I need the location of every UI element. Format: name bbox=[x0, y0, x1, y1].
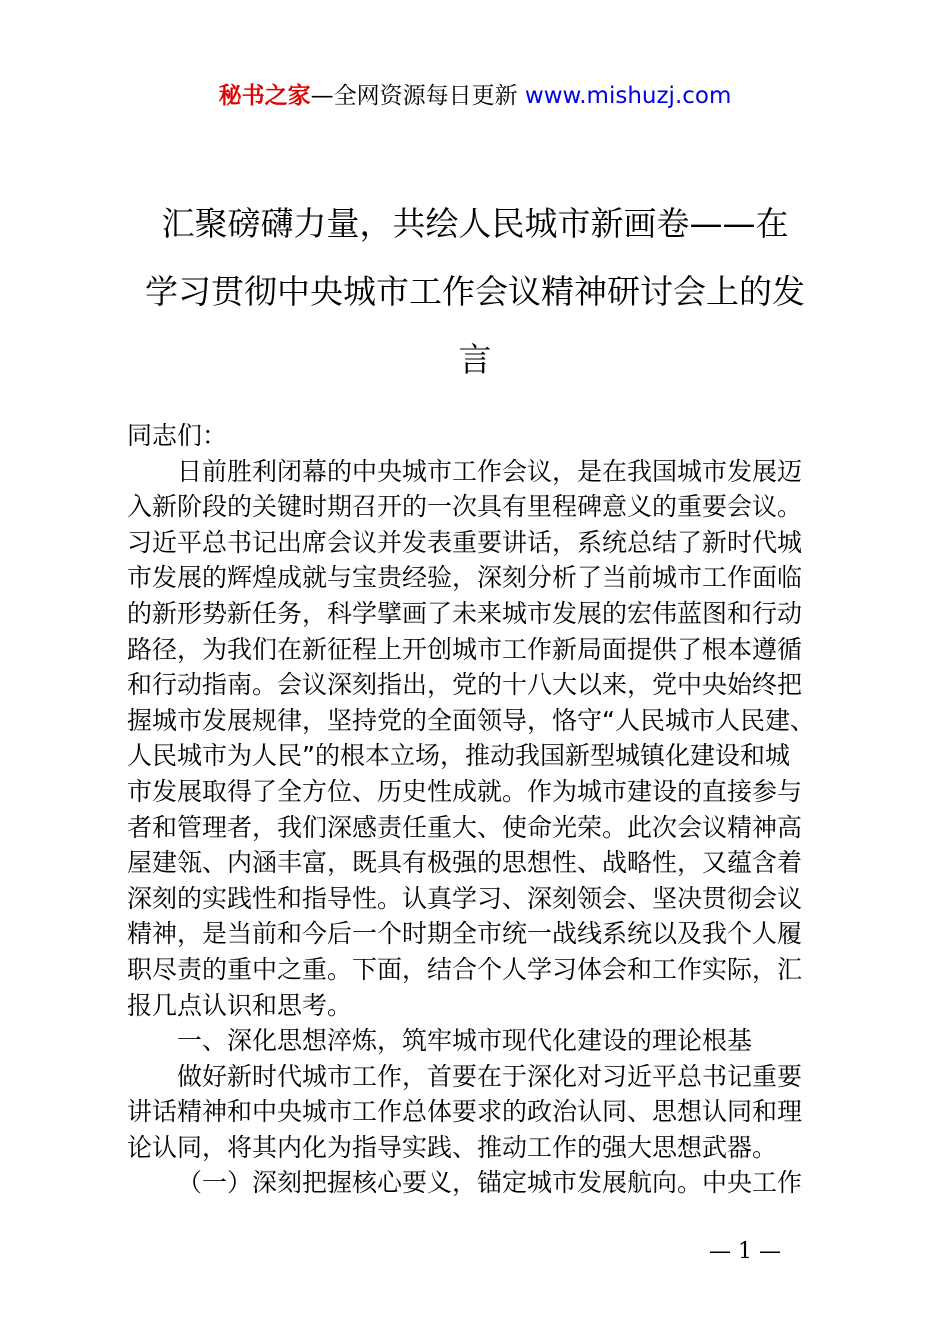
paragraph-line: 习近平总书记出席会议并发表重要讲话，系统总结了新时代城 bbox=[127, 527, 803, 557]
title-line: 汇聚磅礴力量，共绘人民城市新画卷——在 bbox=[161, 204, 789, 243]
paragraph-line: 做好新时代城市工作，首要在于深化对习近平总书记重要 bbox=[177, 1061, 803, 1091]
section-heading: 一、深化思想淬炼，筑牢城市现代化建设的理论根基 bbox=[177, 1026, 753, 1056]
site-url-link[interactable]: www.mishuzj.com bbox=[524, 83, 732, 109]
title-line: 言 bbox=[458, 340, 492, 379]
paragraph-line: 路径，为我们在新征程上开创城市工作新局面提供了根本遵循 bbox=[127, 634, 803, 664]
paragraph-line: 市发展取得了全方位、历史性成就。作为城市建设的直接参与 bbox=[127, 776, 803, 806]
paragraph-line: 日前胜利闭幕的中央城市工作会议，是在我国城市发展迈 bbox=[177, 456, 803, 486]
paragraph-line: 报几点认识和思考。 bbox=[127, 990, 353, 1020]
paragraph-line: 和行动指南。会议深刻指出，党的十八大以来，党中央始终把 bbox=[127, 670, 803, 700]
paragraph-line: 人民城市为人民”的根本立场，推动我国新型城镇化建设和城 bbox=[127, 741, 790, 771]
site-banner bbox=[0, 80, 950, 112]
document-title bbox=[118, 190, 832, 394]
document-body bbox=[127, 418, 837, 1201]
paragraph-line: 者和管理者，我们深感责任重大、使命光荣。此次会议精神高 bbox=[127, 812, 803, 842]
paragraph-line: 屋建瓴、内涵丰富，既具有极强的思想性、战略性，又蕴含着 bbox=[127, 848, 803, 878]
paragraph-line: 市发展的辉煌成就与宝贵经验，深刻分析了当前城市工作面临 bbox=[127, 563, 803, 593]
page-number: — 1 — bbox=[709, 1239, 781, 1264]
paragraph-line: 深刻的实践性和指导性。认真学习、深刻领会、坚决贯彻会议 bbox=[127, 883, 803, 913]
salutation: 同志们： bbox=[127, 421, 228, 450]
paragraph-line: 职尽责的重中之重。下面，结合个人学习体会和工作实际，汇 bbox=[127, 954, 803, 984]
paragraph-line: 握城市发展规律，坚持党的全面领导，恪守“人民城市人民建、 bbox=[127, 705, 815, 735]
paragraph-line: 入新阶段的关键时期召开的一次具有里程碑意义的重要会议。 bbox=[127, 492, 803, 522]
brand-name: 秘书之家 bbox=[218, 83, 311, 109]
title-line: 学习贯彻中央城市工作会议精神研讨会上的发 bbox=[145, 272, 805, 311]
paragraph-line: 精神，是当前和今后一个时期全市统一战线系统以及我个人履 bbox=[127, 919, 803, 949]
subsection-line: （一）深刻把握核心要义，锚定城市发展航向。中央工作 bbox=[177, 1168, 803, 1198]
paragraph-line: 讲话精神和中央城市工作总体要求的政治认同、思想认同和理 bbox=[127, 1097, 803, 1127]
banner-tagline: —全网资源每日更新 bbox=[310, 83, 525, 109]
paragraph-line: 论认同，将其内化为指导实践、推动工作的强大思想武器。 bbox=[127, 1132, 778, 1162]
paragraph-line: 的新形势新任务，科学擘画了未来城市发展的宏伟蓝图和行动 bbox=[127, 598, 803, 628]
